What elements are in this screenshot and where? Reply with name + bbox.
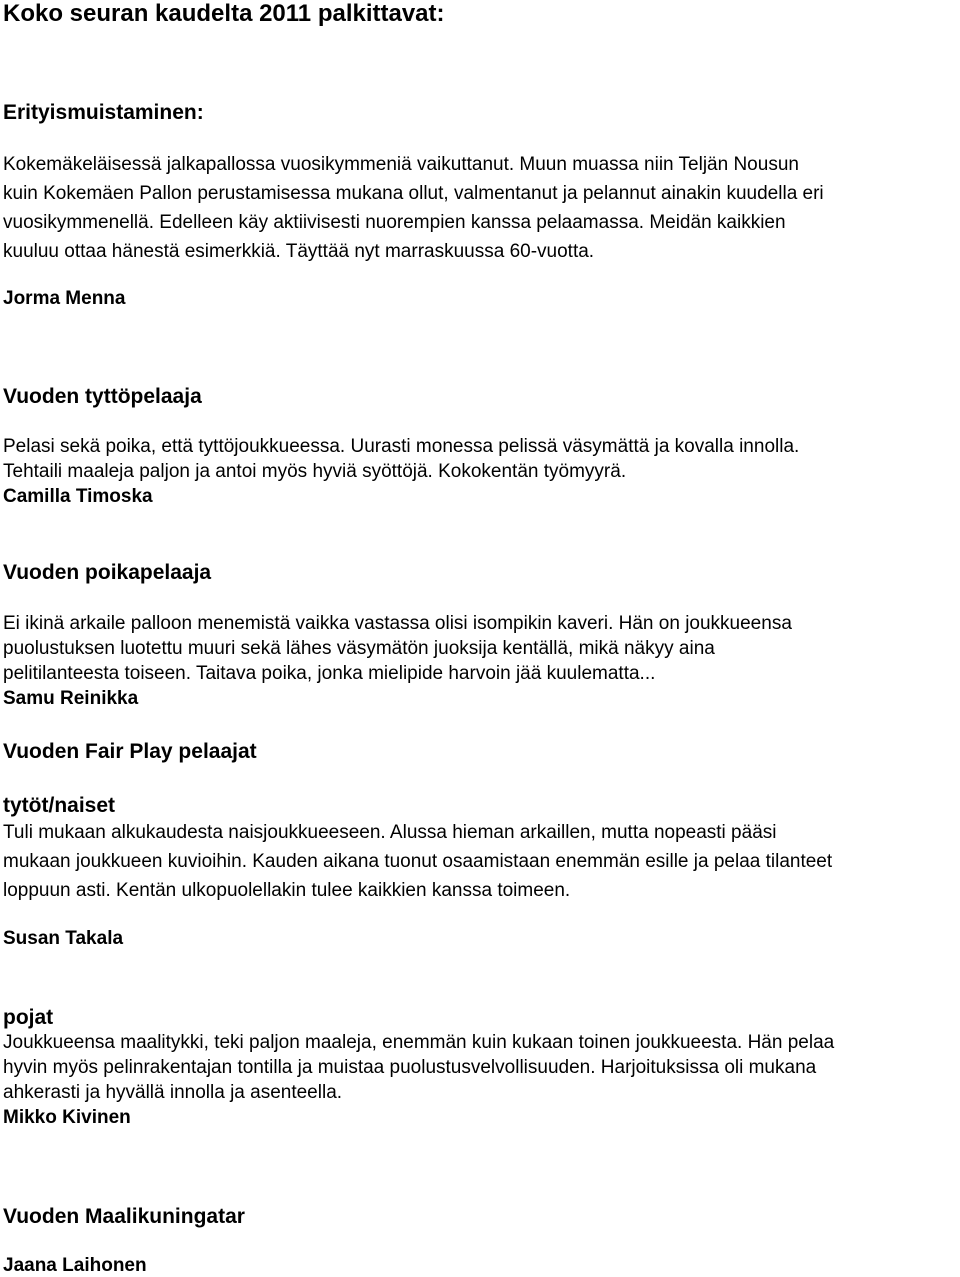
paragraph-fairplay-boys [3,1030,834,1105]
subheading-boys: pojat [3,1006,54,1029]
paragraph-line: hyvin myös pelinrakentajan tontilla ja muistaa puolustusvelvollisuuden. Harjoituksissa oli mukana [3,1057,817,1078]
paragraph-erityismuistaminen [3,150,824,266]
paragraph-line: ahkerasti ja hyvällä innolla ja asenteella. [3,1082,343,1103]
subheading-girls: tytöt/naiset [3,794,116,817]
paragraph-line: puolustuksen luotettu muuri sekä lähes väsymätön juoksija kentällä, mikä näkyy aina [3,638,715,659]
paragraph-line: kuin Kokemäen Pallon perustamisessa mukana ollut, valmentanut ja pelannut ainakin kuudella eri [3,183,824,204]
section-heading-erityismuistaminen: Erityismuistaminen: [3,101,204,124]
paragraph-line: loppuun asti. Kentän ulkopuolellakin tulee kaikkien kanssa toimeen. [3,880,571,901]
awardee-name: Jorma Menna [3,288,126,309]
paragraph-line: kuuluu ottaa hänestä esimerkkiä. Täyttää nyt marraskuussa 60-vuotta. [3,241,595,262]
paragraph-line: Pelasi sekä poika, että tyttöjoukkueessa. Uurasti monessa pelissä väsymättä ja kovalla innolla. [3,436,800,457]
paragraph-fairplay-girls [3,818,832,905]
paragraph-line: Kokemäkeläisessä jalkapallossa vuosikymmeniä vaikuttanut. Muun muassa niin Teljän Nousun [3,154,799,175]
section-heading-tyttopelaaja: Vuoden tyttöpelaaja [3,385,202,408]
paragraph-line: Tuli mukaan alkukaudesta naisjoukkueeseen. Alussa hieman arkaillen, mutta nopeasti pääsi [3,822,777,843]
paragraph-line: pelitilanteesta toiseen. Taitava poika, jonka mielipide harvoin jää kuulematta... [3,663,656,684]
paragraph-line: Tehtaili maaleja paljon ja antoi myös hyviä syöttöjä. Kokokentän työmyyrä. [3,461,627,482]
section-heading-maalikuningatar: Vuoden Maalikuningatar [3,1205,245,1228]
section-heading-fairplay: Vuoden Fair Play pelaajat [3,740,257,763]
paragraph-line: Joukkueensa maalitykki, teki paljon maaleja, enemmän kuin kukaan toinen joukkueesta. Hän pelaa [3,1032,835,1053]
paragraph-line: mukaan joukkueen kuvioihin. Kauden aikana tuonut osaamistaan enemmän esille ja pelaa tilanteet [3,851,833,872]
section-heading-poikapelaaja: Vuoden poikapelaaja [3,561,212,584]
paragraph-poikapelaaja [3,611,792,686]
awardee-name: Mikko Kivinen [3,1107,131,1128]
awardee-name: Susan Takala [3,928,124,949]
awardee-name: Camilla Timoska [3,486,153,507]
paragraph-line: vuosikymmenellä. Edelleen käy aktiivisesti nuorempien kanssa pelaamassa. Meidän kaikkien [3,212,786,233]
awardee-name: Jaana Laihonen [3,1255,147,1276]
paragraph-tyttopelaaja [3,434,799,484]
page-title: Koko seuran kaudelta 2011 palkittavat: [3,0,445,27]
paragraph-line: Ei ikinä arkaile palloon menemistä vaikka vastassa olisi isompikin kaveri. Hän on joukkueensa [3,613,792,634]
awardee-name: Samu Reinikka [3,688,139,709]
